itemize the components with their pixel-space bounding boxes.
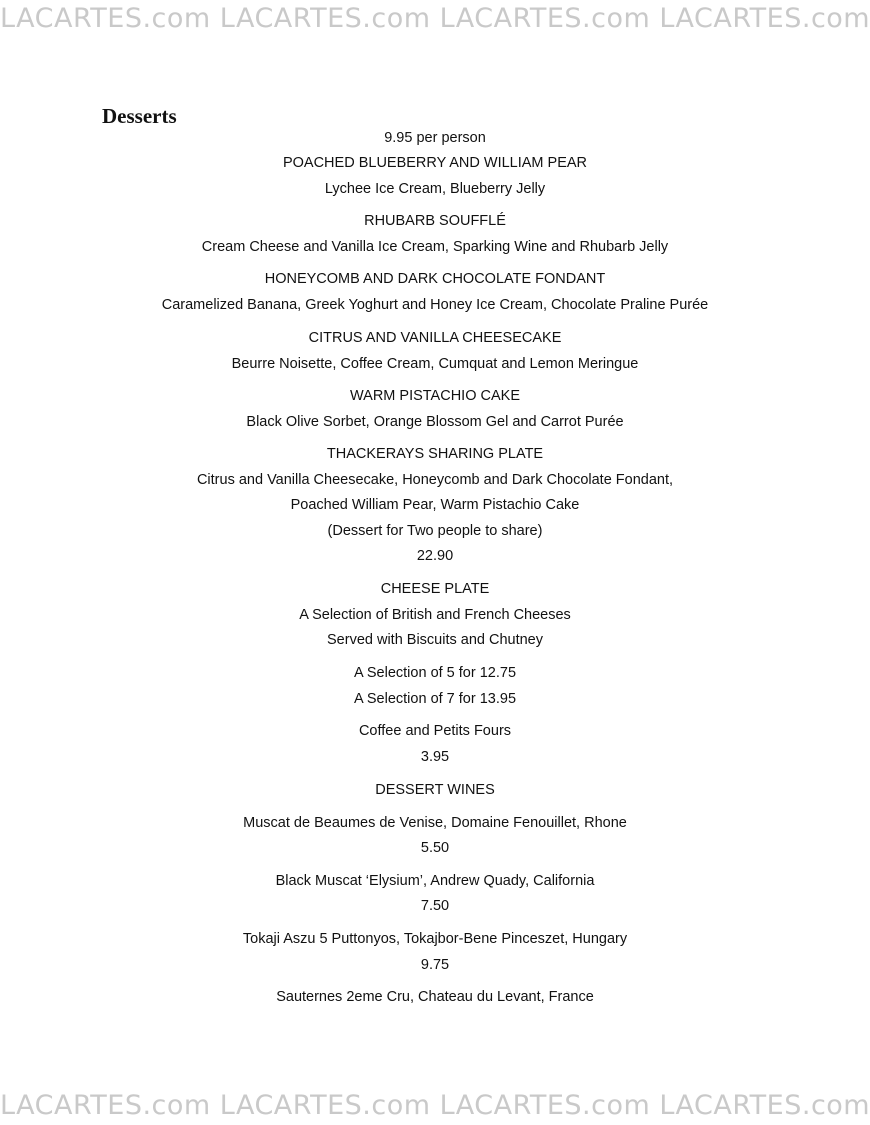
- dish-name: WARM PISTACHIO CAKE: [350, 388, 520, 404]
- wine-name: Tokaji Aszu 5 Puttonyos, Tokajbor-Bene Pinceszet, Hungary: [242, 931, 628, 947]
- dish-description: Lychee Ice Cream, Blueberry Jelly: [324, 181, 546, 197]
- cheese-plate-line: A Selection of British and French Cheeses: [299, 607, 571, 623]
- cheese-plate-line: Served with Biscuits and Chutney: [327, 632, 543, 648]
- sharing-plate-name: THACKERAYS SHARING PLATE: [326, 446, 544, 462]
- cheese-plate-name: CHEESE PLATE: [380, 581, 490, 597]
- dish-description: Cream Cheese and Vanilla Ice Cream, Sparking Wine and Rhubarb Jelly: [201, 239, 669, 255]
- wine-name: Sauternes 2eme Cru, Chateau du Levant, France: [276, 989, 594, 1005]
- wine-price: 9.75: [420, 957, 450, 973]
- wine-name: Muscat de Beaumes de Venise, Domaine Fenouillet, Rhone: [243, 815, 627, 831]
- dish-name: CITRUS AND VANILLA CHEESECAKE: [308, 330, 562, 346]
- watermark-top: LACARTES.com LACARTES.com LACARTES.com LACARTES.com: [0, 3, 870, 34]
- dessert-wines-heading: DESSERT WINES: [375, 782, 495, 798]
- dish-name: RHUBARB SOUFFLÉ: [364, 213, 506, 229]
- wine-price: 5.50: [420, 840, 450, 856]
- sharing-plate-line: Citrus and Vanilla Cheesecake, Honeycomb and Dark Chocolate Fondant,: [196, 472, 674, 488]
- dish-name: HONEYCOMB AND DARK CHOCOLATE FONDANT: [264, 271, 606, 287]
- sharing-plate-line: Poached William Pear, Warm Pistachio Cake: [290, 497, 580, 513]
- dish-description: Caramelized Banana, Greek Yoghurt and Honey Ice Cream, Chocolate Praline Purée: [161, 297, 709, 313]
- dish-description: Black Olive Sorbet, Orange Blossom Gel and Carrot Purée: [246, 414, 624, 430]
- watermark-bottom: LACARTES.com LACARTES.com LACARTES.com LACARTES.com: [0, 1090, 870, 1121]
- wine-name: Black Muscat ‘Elysium’, Andrew Quady, California: [275, 873, 595, 889]
- sharing-plate-price: 22.90: [416, 548, 454, 564]
- coffee-name: Coffee and Petits Fours: [358, 723, 512, 739]
- cheese-plate-option: A Selection of 7 for 13.95: [353, 691, 517, 707]
- coffee-price: 3.95: [420, 749, 450, 765]
- sharing-plate-note: (Dessert for Two people to share): [327, 523, 543, 539]
- dish-name: POACHED BLUEBERRY AND WILLIAM PEAR: [282, 155, 588, 171]
- cheese-plate-option: A Selection of 5 for 12.75: [353, 665, 517, 681]
- page-title: Desserts: [102, 104, 177, 128]
- dish-description: Beurre Noisette, Coffee Cream, Cumquat and Lemon Meringue: [231, 356, 639, 372]
- price-note: 9.95 per person: [384, 130, 486, 146]
- wine-price: 7.50: [420, 898, 450, 914]
